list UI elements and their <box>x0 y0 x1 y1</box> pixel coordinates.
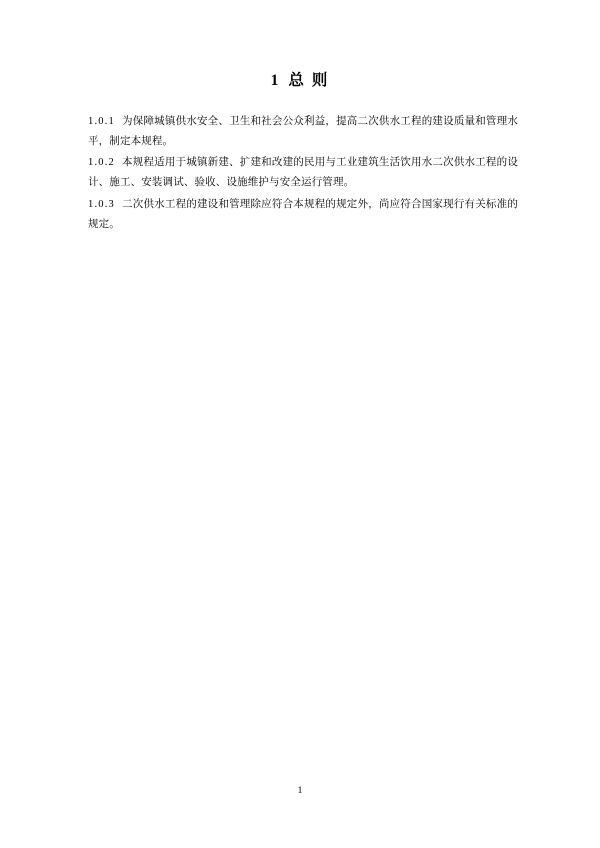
clause-list <box>0 112 600 235</box>
clause-item <box>88 112 518 152</box>
clause-label: 1.0.1 <box>88 116 115 127</box>
clause-label: 1.0.2 <box>88 157 115 169</box>
chapter-number: 1 <box>270 72 279 89</box>
page-title <box>0 0 600 90</box>
clause-label: 1.0.3 <box>88 198 115 210</box>
chapter-title-char-1: 总 <box>288 72 312 89</box>
clause-item <box>88 153 518 193</box>
page-number: 1 <box>297 786 303 796</box>
clause-text: 为保障城镇供水安全、卫生和社会公众利益，提高二次供水工程的建设质量和管理水平，制定本规程。 <box>88 116 518 148</box>
clause-text: 本规程适用于城镇新建、扩建和改建的民用与工业建筑生活饮用水二次供水工程的设计、施工、安装调试、验收、设施维护与安全运行管理。 <box>88 157 518 189</box>
chapter-title-char-2: 则 <box>311 72 330 89</box>
clause-item <box>88 195 518 235</box>
clause-text: 二次供水工程的建设和管理除应符合本规程的规定外，尚应符合国家现行有关标准的规定。 <box>88 198 518 230</box>
